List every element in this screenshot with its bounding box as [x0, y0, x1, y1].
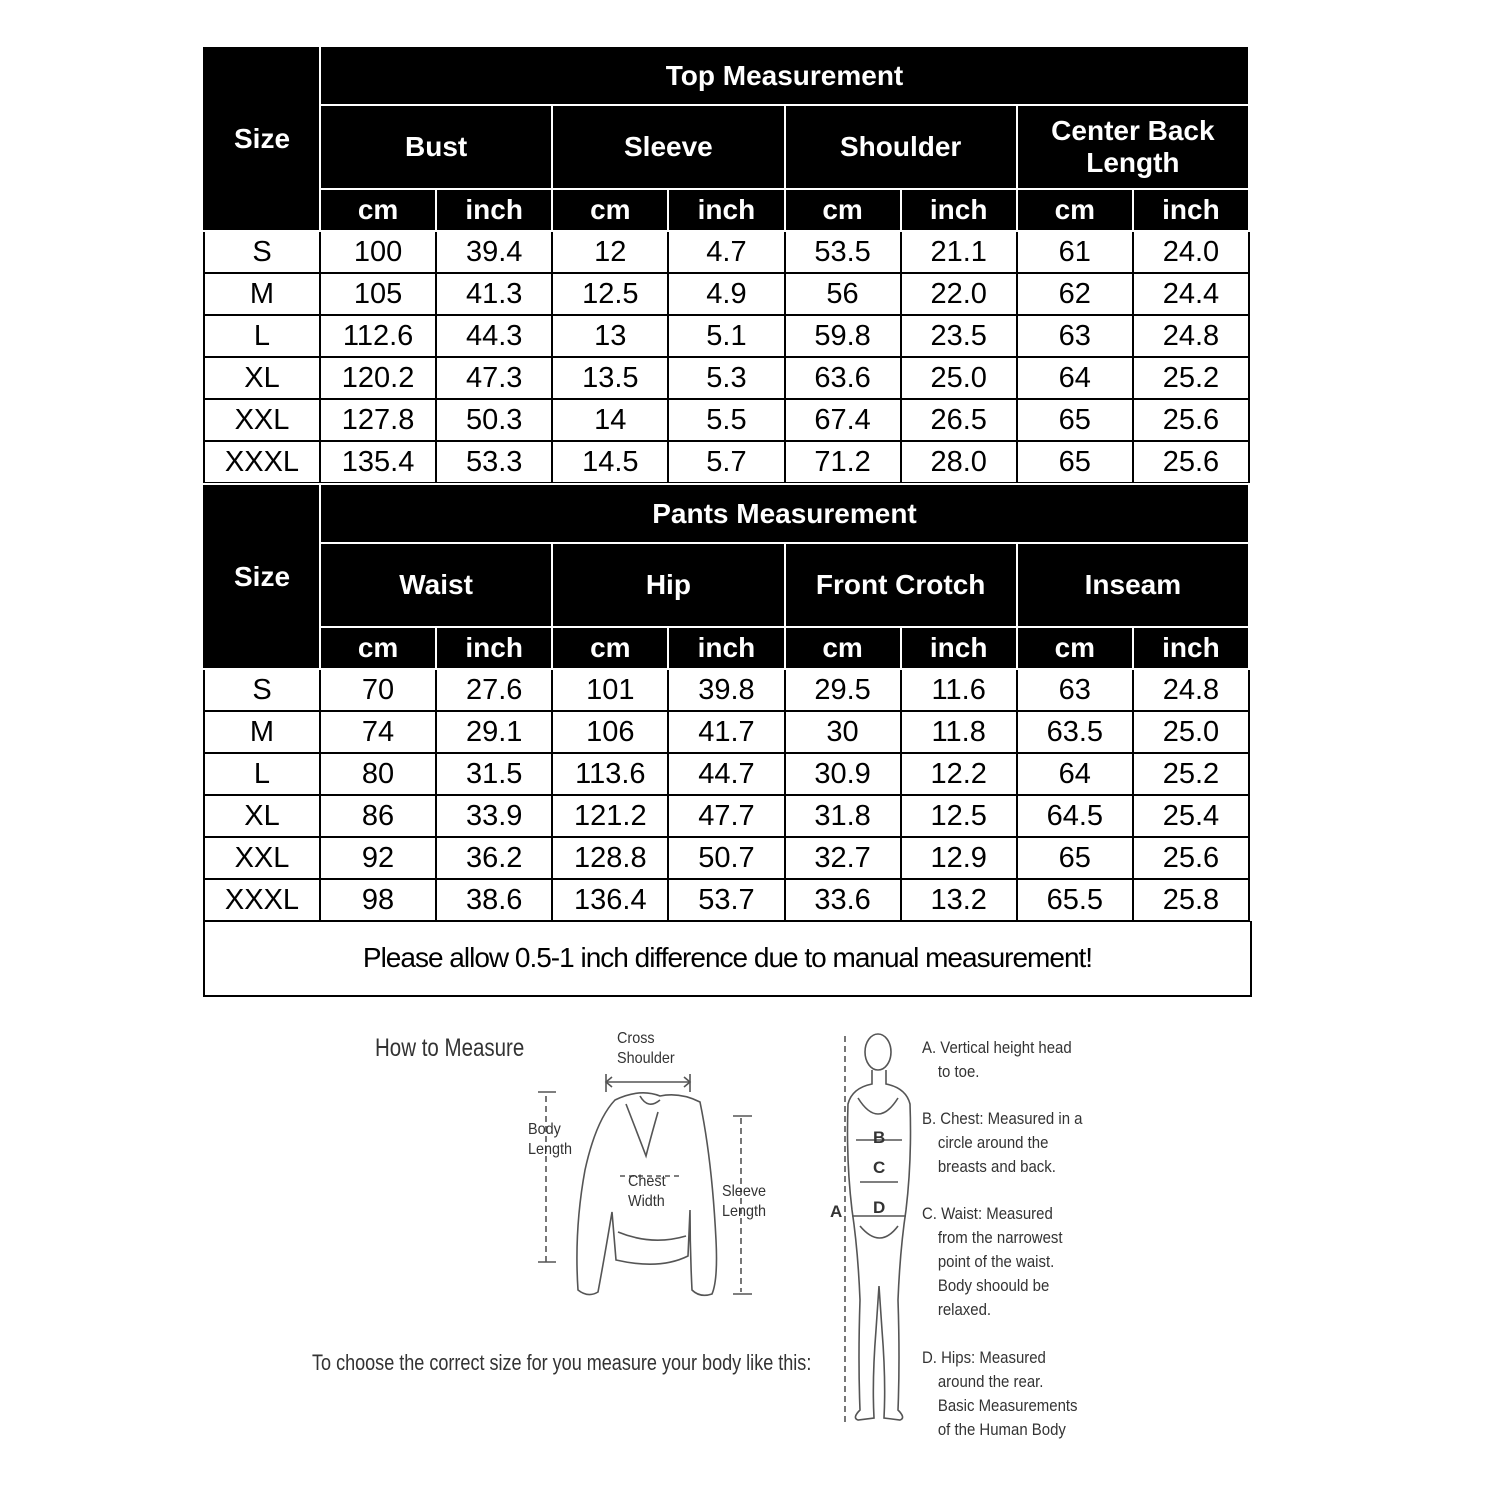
measurement-cell: 65 — [1017, 837, 1133, 879]
measurement-cell: 128.8 — [552, 837, 668, 879]
measurement-cell: 63 — [1017, 315, 1133, 357]
top-measurement-table — [203, 45, 1250, 484]
unit-header: cm — [552, 189, 668, 231]
column-group-header: Center Back Length — [1017, 105, 1249, 189]
measurement-cell: 25.6 — [1133, 837, 1249, 879]
measurement-cell: 136.4 — [552, 879, 668, 921]
measurement-cell: 11.8 — [901, 711, 1017, 753]
size-cell: XXXL — [204, 879, 320, 921]
measurement-cell: 24.0 — [1133, 231, 1249, 273]
unit-header: inch — [1133, 189, 1249, 231]
measurement-cell: 27.6 — [436, 669, 552, 711]
table-row — [204, 315, 1249, 357]
measurement-cell: 39.4 — [436, 231, 552, 273]
body-letter-d: D — [873, 1198, 886, 1217]
measurement-cell: 44.3 — [436, 315, 552, 357]
measurement-cell: 31.8 — [785, 795, 901, 837]
measurement-cell: 70 — [320, 669, 436, 711]
measurement-cell: 33.6 — [785, 879, 901, 921]
measurement-cell: 92 — [320, 837, 436, 879]
measurement-cell: 62 — [1017, 273, 1133, 315]
measurement-cell: 25.6 — [1133, 399, 1249, 441]
how-to-measure-guide — [0, 1000, 1500, 1480]
measurement-cell: 26.5 — [901, 399, 1017, 441]
measurement-cell: 39.8 — [668, 669, 784, 711]
measurement-cell: 56 — [785, 273, 901, 315]
size-cell: XL — [204, 795, 320, 837]
column-group-header: Front Crotch — [785, 543, 1017, 627]
measurement-cell: 67.4 — [785, 399, 901, 441]
measurement-cell: 12.9 — [901, 837, 1017, 879]
measurement-cell: 29.1 — [436, 711, 552, 753]
measurement-cell: 74 — [320, 711, 436, 753]
measurement-cell: 47.3 — [436, 357, 552, 399]
measurement-cell: 25.0 — [901, 357, 1017, 399]
measurement-cell: 127.8 — [320, 399, 436, 441]
size-cell: S — [204, 669, 320, 711]
measurement-cell: 25.6 — [1133, 441, 1249, 483]
measurement-cell: 106 — [552, 711, 668, 753]
description-d: D. Hips: Measured around the rear. Basic Measurements of the Human Body — [922, 1348, 1078, 1439]
table-row — [204, 711, 1249, 753]
measurement-cell: 5.1 — [668, 315, 784, 357]
measurement-cell: 31.5 — [436, 753, 552, 795]
size-header: Size — [204, 484, 320, 669]
measurement-cell: 120.2 — [320, 357, 436, 399]
measurement-cell: 53.7 — [668, 879, 784, 921]
table-row — [204, 273, 1249, 315]
description-c: C. Waist: Measured from the narrowest point of the waist. Body shoould be relaxed. — [922, 1204, 1063, 1319]
pants-measurement-table — [203, 483, 1250, 922]
body-letter-c: C — [873, 1158, 886, 1177]
measurement-cell: 121.2 — [552, 795, 668, 837]
table-row — [204, 399, 1249, 441]
measurement-cell: 63 — [1017, 669, 1133, 711]
measurement-cell: 30.9 — [785, 753, 901, 795]
chest-width-label: Chest Width — [628, 1173, 666, 1210]
measurement-cell: 4.9 — [668, 273, 784, 315]
measurement-cell: 65 — [1017, 441, 1133, 483]
measurement-cell: 100 — [320, 231, 436, 273]
measurement-cell: 64 — [1017, 357, 1133, 399]
size-cell: S — [204, 231, 320, 273]
instruction-text: To choose the correct size for you measure your body like this: — [312, 1350, 812, 1375]
measurement-cell: 29.5 — [785, 669, 901, 711]
unit-header: cm — [1017, 627, 1133, 669]
measurement-cell: 63.5 — [1017, 711, 1133, 753]
measurement-cell: 59.8 — [785, 315, 901, 357]
measurement-cell: 53.3 — [436, 441, 552, 483]
measurement-cell: 14.5 — [552, 441, 668, 483]
unit-header: cm — [552, 627, 668, 669]
body-letter-b: B — [873, 1128, 886, 1147]
column-group-header: Inseam — [1017, 543, 1249, 627]
table-row — [204, 231, 1249, 273]
measurement-cell: 135.4 — [320, 441, 436, 483]
measurement-cell: 24.8 — [1133, 669, 1249, 711]
pants-measurement-title: Pants Measurement — [320, 484, 1249, 543]
unit-header: inch — [436, 189, 552, 231]
measurement-cell: 32.7 — [785, 837, 901, 879]
measurement-cell: 23.5 — [901, 315, 1017, 357]
measurement-cell: 33.9 — [436, 795, 552, 837]
measurement-cell: 14 — [552, 399, 668, 441]
unit-header: inch — [668, 627, 784, 669]
measurement-cell: 12.2 — [901, 753, 1017, 795]
measurement-cell: 30 — [785, 711, 901, 753]
measurement-cell: 65 — [1017, 399, 1133, 441]
unit-header: cm — [785, 189, 901, 231]
description-a: A. Vertical height head to toe. — [922, 1038, 1072, 1081]
column-group-header: Waist — [320, 543, 552, 627]
measurement-cell: 13 — [552, 315, 668, 357]
size-cell: XXL — [204, 399, 320, 441]
size-cell: M — [204, 273, 320, 315]
measurement-cell: 5.5 — [668, 399, 784, 441]
size-header: Size — [204, 46, 320, 231]
measurement-cell: 5.3 — [668, 357, 784, 399]
size-cell: XXXL — [204, 441, 320, 483]
measurement-cell: 41.7 — [668, 711, 784, 753]
measurement-cell: 38.6 — [436, 879, 552, 921]
size-cell: XL — [204, 357, 320, 399]
measurement-cell: 105 — [320, 273, 436, 315]
measurement-cell: 86 — [320, 795, 436, 837]
table-row — [204, 753, 1249, 795]
measurement-cell: 25.8 — [1133, 879, 1249, 921]
table-row — [204, 879, 1249, 921]
size-cell: L — [204, 315, 320, 357]
measurement-cell: 25.4 — [1133, 795, 1249, 837]
measurement-cell: 41.3 — [436, 273, 552, 315]
measurement-cell: 12.5 — [552, 273, 668, 315]
measurement-cell: 50.3 — [436, 399, 552, 441]
measurement-cell: 4.7 — [668, 231, 784, 273]
measurement-cell: 25.2 — [1133, 753, 1249, 795]
measurement-cell: 25.0 — [1133, 711, 1249, 753]
measurement-cell: 5.7 — [668, 441, 784, 483]
measurement-cell: 101 — [552, 669, 668, 711]
unit-header: cm — [785, 627, 901, 669]
measurement-cell: 47.7 — [668, 795, 784, 837]
measurement-cell: 64 — [1017, 753, 1133, 795]
table-row — [204, 837, 1249, 879]
table-row — [204, 441, 1249, 483]
measurement-cell: 80 — [320, 753, 436, 795]
measurement-cell: 13.2 — [901, 879, 1017, 921]
sleeve-length-label: Sleeve Length — [722, 1183, 767, 1220]
table-row — [204, 795, 1249, 837]
top-measurement-title: Top Measurement — [320, 46, 1249, 105]
body-figure-illustration — [845, 1034, 911, 1422]
measurement-cell: 53.5 — [785, 231, 901, 273]
size-cell: L — [204, 753, 320, 795]
body-letter-a: A — [830, 1202, 843, 1221]
how-to-measure-heading: How to Measure — [375, 1034, 525, 1062]
measurement-cell: 63.6 — [785, 357, 901, 399]
measurement-cell: 12.5 — [901, 795, 1017, 837]
measurement-cell: 44.7 — [668, 753, 784, 795]
measurement-cell: 24.8 — [1133, 315, 1249, 357]
unit-header: cm — [1017, 189, 1133, 231]
measurement-illustrations — [0, 1000, 1500, 1480]
measurement-cell: 61 — [1017, 231, 1133, 273]
measurement-cell: 21.1 — [901, 231, 1017, 273]
size-cell: M — [204, 711, 320, 753]
measurement-cell: 64.5 — [1017, 795, 1133, 837]
measurement-cell: 12 — [552, 231, 668, 273]
unit-header: cm — [320, 627, 436, 669]
measurement-cell: 13.5 — [552, 357, 668, 399]
unit-header: inch — [901, 627, 1017, 669]
unit-header: cm — [320, 189, 436, 231]
column-group-header: Hip — [552, 543, 784, 627]
unit-header: inch — [436, 627, 552, 669]
measurement-cell: 36.2 — [436, 837, 552, 879]
column-group-header: Shoulder — [785, 105, 1017, 189]
column-group-header: Bust — [320, 105, 552, 189]
description-b: B. Chest: Measured in a circle around the breasts and back. — [922, 1109, 1083, 1176]
unit-header: inch — [1133, 627, 1249, 669]
measurement-cell: 25.2 — [1133, 357, 1249, 399]
size-cell: XXL — [204, 837, 320, 879]
unit-header: inch — [901, 189, 1017, 231]
table-row — [204, 357, 1249, 399]
measurement-cell: 112.6 — [320, 315, 436, 357]
cross-shoulder-label: Cross Shoulder — [617, 1030, 675, 1067]
table-row — [204, 669, 1249, 711]
measurement-cell: 113.6 — [552, 753, 668, 795]
measurement-cell: 28.0 — [901, 441, 1017, 483]
measurement-cell: 24.4 — [1133, 273, 1249, 315]
body-length-label: Body Length — [528, 1121, 573, 1158]
column-group-header: Sleeve — [552, 105, 784, 189]
measurement-cell: 50.7 — [668, 837, 784, 879]
measurement-cell: 65.5 — [1017, 879, 1133, 921]
measurement-cell: 11.6 — [901, 669, 1017, 711]
measurement-cell: 98 — [320, 879, 436, 921]
measurement-cell: 22.0 — [901, 273, 1017, 315]
measurement-cell: 71.2 — [785, 441, 901, 483]
measurement-note: Please allow 0.5-1 inch difference due to manual measurement! — [203, 921, 1252, 997]
unit-header: inch — [668, 189, 784, 231]
